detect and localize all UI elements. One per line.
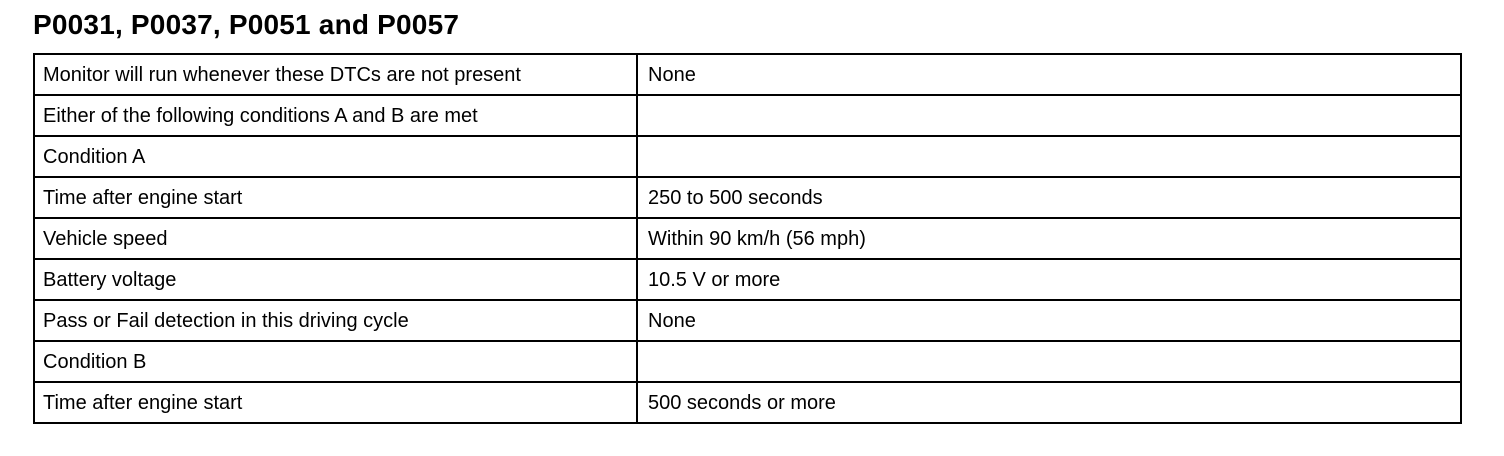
condition-cell: Condition A [34, 136, 637, 177]
table-row [34, 95, 1461, 136]
page-title: P0031, P0037, P0051 and P0057 [33, 9, 460, 40]
value-cell [637, 341, 1461, 382]
value-cell: 500 seconds or more [637, 382, 1461, 423]
table-row [34, 300, 1461, 341]
table-row [34, 259, 1461, 300]
table-row [34, 177, 1461, 218]
condition-cell: Vehicle speed [34, 218, 637, 259]
condition-cell: Condition B [34, 341, 637, 382]
table-row [34, 341, 1461, 382]
value-cell [637, 136, 1461, 177]
value-cell: 250 to 500 seconds [637, 177, 1461, 218]
value-cell: None [637, 54, 1461, 95]
value-cell: None [637, 300, 1461, 341]
condition-cell: Time after engine start [34, 177, 637, 218]
condition-cell: Monitor will run whenever these DTCs are not present [34, 54, 637, 95]
table-row [34, 136, 1461, 177]
table-row [34, 54, 1461, 95]
condition-cell: Battery voltage [34, 259, 637, 300]
condition-cell: Pass or Fail detection in this driving cycle [34, 300, 637, 341]
value-cell: Within 90 km/h (56 mph) [637, 218, 1461, 259]
monitor-conditions-table [33, 53, 1462, 424]
value-cell: 10.5 V or more [637, 259, 1461, 300]
condition-cell: Time after engine start [34, 382, 637, 423]
condition-cell: Either of the following conditions A and B are met [34, 95, 637, 136]
table-row [34, 382, 1461, 423]
table-row [34, 218, 1461, 259]
value-cell [637, 95, 1461, 136]
